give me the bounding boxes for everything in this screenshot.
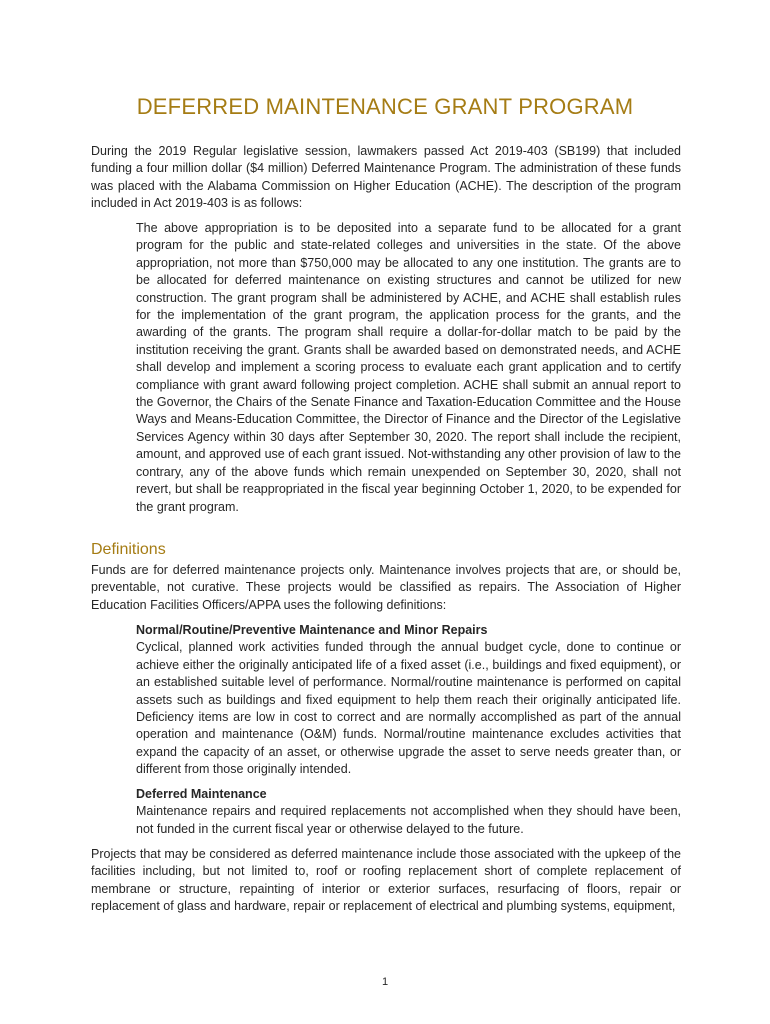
normal-maintenance-text: Cyclical, planned work activities funded through the annual budget cycle, done to continue or achieve either the originally anticipated life of a fixed asset (i.e., buildings and fixed equipment), or an established suitable level of performance. Normal/routine maintenance is performed on capital assets such as buildings and fixed equipment to help them reach their originally anticipated life. Deficiency items are low in cost to correct and are normally accomplished as part of the annual operation and maintenance (O&M) funds. Normal/routine maintenance excludes activities that expand the capacity of an asset, or otherwise upgrade the asset to serve needs greater than, or different from those originally intended. xyxy=(136,640,681,777)
intro-paragraph: During the 2019 Regular legislative session, lawmakers passed Act 2019-403 (SB199) that included funding a four million dollar ($4 million) Deferred Maintenance Program. The administration of these funds was placed with the Alabama Commission on Higher Education (ACHE). The description of the program included in Act 2019-403 is as follows: xyxy=(91,144,681,211)
normal-maintenance-term: Normal/Routine/Preventive Maintenance and Minor Repairs xyxy=(136,623,488,637)
normal-maintenance-definition xyxy=(136,622,681,779)
definitions-intro-paragraph: Funds are for deferred maintenance projects only. Maintenance involves projects that are, or should be, preventable, not curative. These projects would be classified as repairs. The Association of Higher Education Facilities Officers/APPA uses the following definitions: xyxy=(91,563,681,612)
page-number: 1 xyxy=(381,976,389,988)
deferred-maintenance-text: Maintenance repairs and required replacements not accomplished when they should have been, not funded in the current fiscal year or otherwise delayed to the future. xyxy=(136,804,681,836)
projects-paragraph: Projects that may be considered as deferred maintenance include those associated with the upkeep of the facilities including, but not limited to, roof or roofing replacement short of complete replacement of membrane or structure, repainting of interior or exterior surfaces, resurfacing of floors, repair or replacement of glass and hardware, repair or replacement of electrical and plumbing systems, equipment, xyxy=(91,847,681,914)
deferred-maintenance-definition xyxy=(136,786,681,838)
definitions-heading: Definitions xyxy=(91,541,166,558)
deferred-maintenance-term: Deferred Maintenance xyxy=(136,787,267,801)
act-quote-paragraph: The above appropriation is to be deposited into a separate fund to be allocated for a grant program for the public and state-related colleges and universities in the state. Of the above appropriation, not more than $750,000 may be allocated to any one institution. The grants are to be allocated for deferred maintenance on existing structures and cannot be utilized for new construction. The grant program shall be administered by ACHE, and ACHE shall establish rules for the implementation of the grant program, the application process for the grants, and the awarding of the grants. The program shall require a dollar-for-dollar match to be paid by the institution receiving the grant. Grants shall be awarded based on demonstrated needs, and ACHE shall develop and implement a scoring process to evaluate each grant application and to certify compliance with grant award following project completion. ACHE shall submit an annual report to the Governor, the Chairs of the Senate Finance and Taxation-Education Committee and the House Ways and Means-Education Committee, the Director of Finance and the Director of the Legislative Services Agency within 30 days after September 30, 2020. The report shall include the recipient, amount, and approved use of each grant issued. Not-withstanding any other provision of law to the contrary, any of the above funds which remain unexpended on September 30, 2020, shall not revert, but shall be reappropriated in the fiscal year beginning October 1, 2020, to be expended for the grant program. xyxy=(136,221,681,514)
page-title: DEFERRED MAINTENANCE GRANT PROGRAM xyxy=(136,94,634,119)
